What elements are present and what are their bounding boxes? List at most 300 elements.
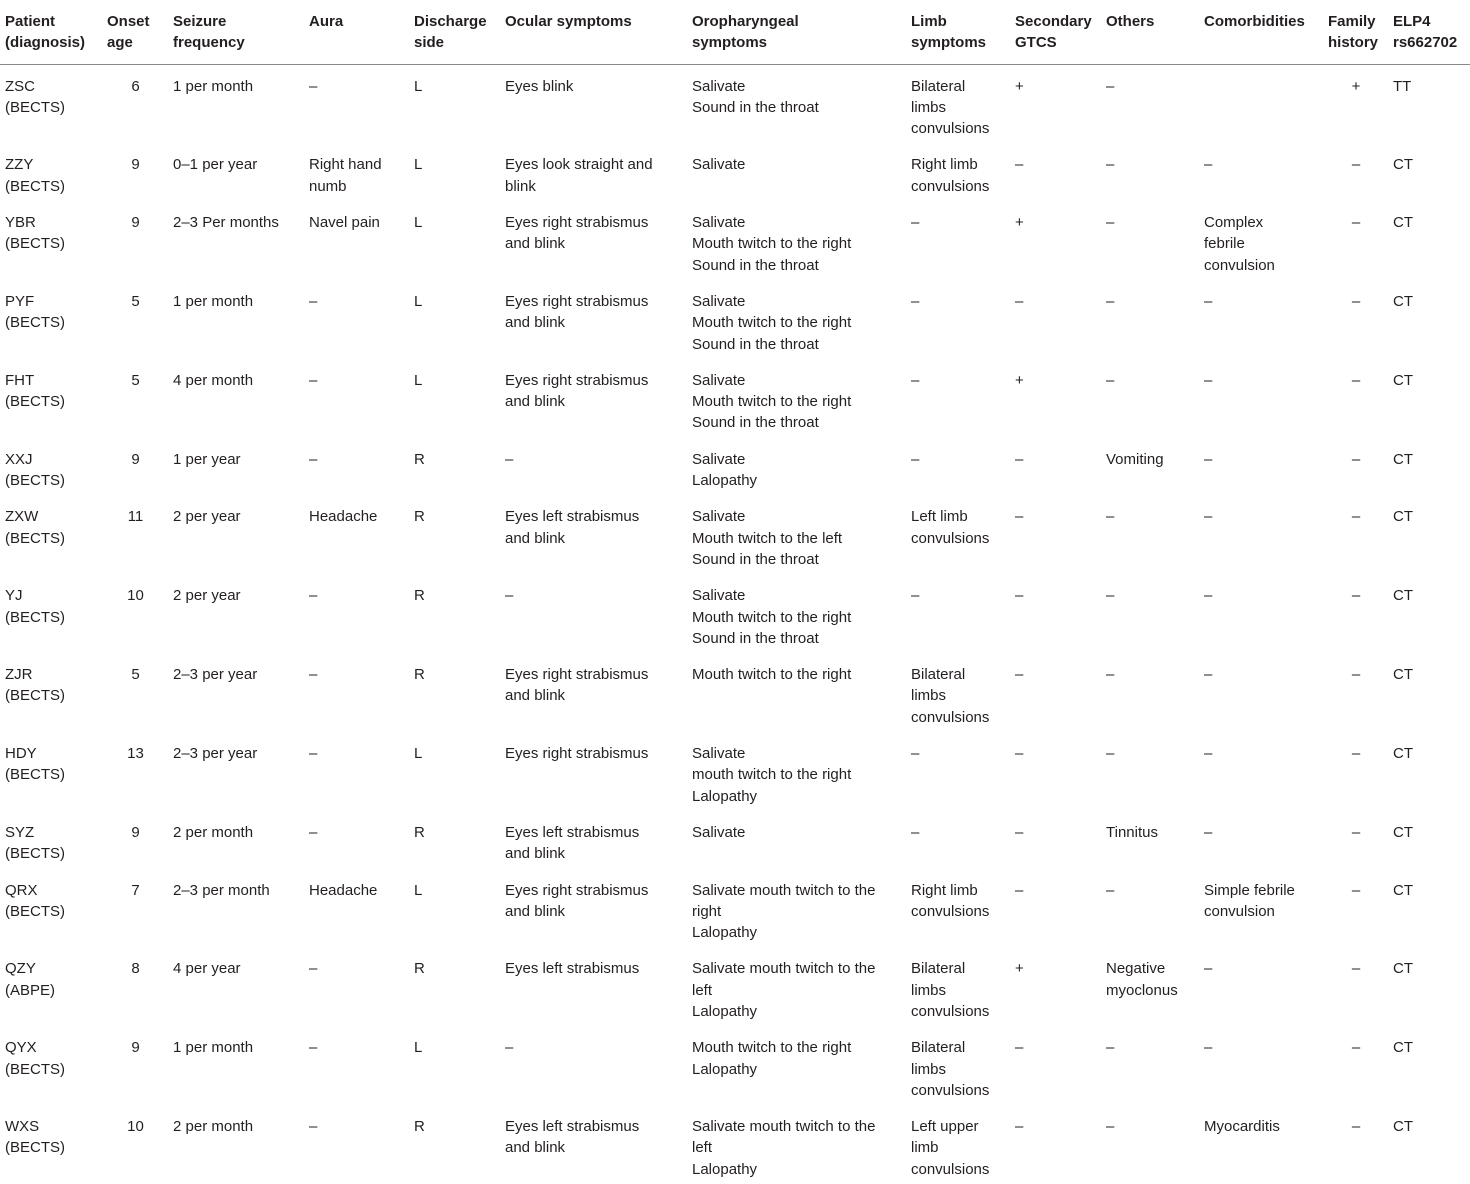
cell-seizure-frequency <box>168 64 304 143</box>
cell-text: Bilateral <box>911 1039 966 1057</box>
cell-text: – <box>1351 823 1361 841</box>
cell-text: Complex <box>1204 214 1264 232</box>
column-header-elp4-genotype <box>1388 0 1470 64</box>
cell-elp4-genotype <box>1388 495 1470 574</box>
header-label: age <box>107 34 133 52</box>
cell-text: 9 <box>131 214 140 232</box>
cell-text: and blink <box>505 687 566 705</box>
cell-secondary-gtcs <box>1010 495 1101 574</box>
cell-patient <box>0 869 102 948</box>
header-label: rs662702 <box>1393 34 1458 52</box>
header-label: Patient <box>5 13 56 30</box>
cell-onset-age <box>102 732 168 811</box>
cell-others <box>1101 811 1199 869</box>
cell-text: – <box>1204 745 1213 763</box>
cell-text: (BECTS) <box>5 845 65 863</box>
cell-text: CT <box>1393 823 1413 841</box>
cell-text: 8 <box>131 960 140 978</box>
cell-limb-symptoms <box>906 947 1010 1026</box>
table-row <box>0 280 1470 359</box>
cell-text: CT <box>1393 1039 1413 1057</box>
table-row <box>0 359 1470 438</box>
cell-text: HDY <box>5 745 37 763</box>
column-header-limb-symptoms <box>906 0 1010 64</box>
cell-limb-symptoms <box>906 732 1010 811</box>
cell-others <box>1101 732 1199 811</box>
cell-text: + <box>1015 77 1024 95</box>
cell-comorbidities <box>1199 280 1323 359</box>
cell-text: Sound in the throat <box>692 414 819 432</box>
cell-text: Myocarditis <box>1204 1118 1280 1136</box>
cell-text: Eyes right strabismus <box>505 371 649 389</box>
cell-text: – <box>309 745 318 763</box>
cell-aura <box>304 811 409 869</box>
cell-seizure-frequency <box>168 811 304 869</box>
cell-discharge-side <box>409 143 500 201</box>
cell-text: QYX <box>5 1039 37 1057</box>
cell-aura <box>304 280 409 359</box>
cell-elp4-genotype <box>1388 1105 1470 1184</box>
header-label: symptoms <box>692 34 768 52</box>
cell-discharge-side <box>409 201 500 280</box>
cell-text: Eyes right strabismus <box>505 214 649 232</box>
cell-text: convulsion <box>1204 902 1275 920</box>
cell-elp4-genotype <box>1388 280 1470 359</box>
cell-text: 13 <box>127 745 144 763</box>
cell-seizure-frequency <box>168 732 304 811</box>
cell-text: (BECTS) <box>5 235 65 253</box>
cell-text: R <box>414 823 425 841</box>
cell-text: (BECTS) <box>5 1060 65 1078</box>
cell-oropharyngeal-symptoms <box>687 201 906 280</box>
cell-text: R <box>414 450 425 468</box>
cell-elp4-genotype <box>1388 143 1470 201</box>
cell-text: CT <box>1393 292 1413 310</box>
cell-aura <box>304 495 409 574</box>
cell-text: Tinnitus <box>1106 823 1158 841</box>
cell-limb-symptoms <box>906 143 1010 201</box>
cell-oropharyngeal-symptoms <box>687 1026 906 1105</box>
cell-seizure-frequency <box>168 438 304 496</box>
cell-text: (BECTS) <box>5 393 65 411</box>
cell-text: Salivate <box>692 508 746 526</box>
cell-ocular-symptoms <box>500 869 687 948</box>
table-body <box>0 64 1470 1184</box>
cell-text: and blink <box>505 393 566 411</box>
cell-others <box>1101 574 1199 653</box>
cell-text: – <box>309 823 318 841</box>
table-header <box>0 0 1470 64</box>
column-header-secondary-gtcs <box>1010 0 1101 64</box>
cell-text: Headache <box>309 881 378 899</box>
cell-oropharyngeal-symptoms <box>687 359 906 438</box>
cell-text: – <box>1351 292 1361 310</box>
cell-text: WXS <box>5 1118 40 1136</box>
cell-text: right <box>692 902 722 920</box>
cell-text: Salivate <box>692 371 746 389</box>
cell-discharge-side <box>409 811 500 869</box>
cell-secondary-gtcs <box>1010 574 1101 653</box>
cell-text: 10 <box>127 1118 144 1136</box>
cell-text: R <box>414 960 425 978</box>
cell-text: Bilateral <box>911 77 966 95</box>
header-label: Seizure <box>173 13 227 30</box>
cell-text: Lalopathy <box>692 1002 758 1020</box>
cell-text: – <box>1204 666 1213 684</box>
cell-secondary-gtcs <box>1010 1026 1101 1105</box>
cell-others <box>1101 201 1199 280</box>
cell-text: QRX <box>5 881 38 899</box>
cell-text: – <box>309 77 318 95</box>
cell-elp4-genotype <box>1388 869 1470 948</box>
cell-patient <box>0 438 102 496</box>
cell-text: limbs <box>911 687 947 705</box>
cell-secondary-gtcs <box>1010 869 1101 948</box>
cell-text: PYF <box>5 292 35 310</box>
column-header-onset-age <box>102 0 168 64</box>
cell-text: Eyes left strabismus <box>505 960 640 978</box>
cell-text: blink <box>505 177 536 195</box>
column-header-ocular-symptoms <box>500 0 687 64</box>
cell-ocular-symptoms <box>500 64 687 143</box>
cell-patient <box>0 143 102 201</box>
cell-text: (BECTS) <box>5 608 65 626</box>
cell-comorbidities <box>1199 143 1323 201</box>
cell-text: myoclonus <box>1106 981 1178 999</box>
cell-text: L <box>414 156 423 174</box>
cell-limb-symptoms <box>906 201 1010 280</box>
cell-text: – <box>911 450 920 468</box>
cell-ocular-symptoms <box>500 1026 687 1105</box>
cell-text: Bilateral <box>911 960 966 978</box>
cell-discharge-side <box>409 438 500 496</box>
cell-text: – <box>1106 1118 1115 1136</box>
column-header-oropharyngeal-symptoms <box>687 0 906 64</box>
header-label: Comorbidities <box>1204 13 1305 30</box>
cell-text: ZZY <box>5 156 34 174</box>
cell-text: – <box>1351 960 1361 978</box>
table-row <box>0 574 1470 653</box>
cell-aura <box>304 1026 409 1105</box>
cell-limb-symptoms <box>906 359 1010 438</box>
cell-text: Left upper <box>911 1118 979 1136</box>
cell-comorbidities <box>1199 653 1323 732</box>
cell-text: – <box>1015 823 1024 841</box>
cell-family-history <box>1323 811 1388 869</box>
cell-limb-symptoms <box>906 64 1010 143</box>
cell-text: convulsions <box>911 177 990 195</box>
table-row <box>0 143 1470 201</box>
cell-text: – <box>1204 371 1213 389</box>
cell-comorbidities <box>1199 201 1323 280</box>
cell-text: – <box>1204 292 1213 310</box>
header-label: Ocular symptoms <box>505 13 632 30</box>
cell-text: 7 <box>131 881 140 899</box>
cell-text: Salivate <box>692 214 746 232</box>
cell-family-history <box>1323 280 1388 359</box>
cell-text: – <box>1015 745 1024 763</box>
cell-text: L <box>414 1039 423 1057</box>
cell-text: – <box>1351 371 1361 389</box>
cell-text: – <box>1106 587 1115 605</box>
cell-text: – <box>911 587 920 605</box>
cell-discharge-side <box>409 1026 500 1105</box>
cell-text: convulsions <box>911 1081 990 1099</box>
cell-text: – <box>1351 1118 1361 1136</box>
cell-text: XXJ <box>5 450 33 468</box>
cell-text: YBR <box>5 214 36 232</box>
cell-text: Lalopathy <box>692 1160 758 1178</box>
cell-text: limbs <box>911 1060 947 1078</box>
cell-text: – <box>1106 508 1115 526</box>
cell-secondary-gtcs <box>1010 201 1101 280</box>
cell-text: Salivate <box>692 450 746 468</box>
cell-seizure-frequency <box>168 359 304 438</box>
cell-patient <box>0 280 102 359</box>
cell-text: – <box>1015 587 1024 605</box>
header-label: Oropharyngeal <box>692 13 799 30</box>
cell-text: – <box>1351 745 1361 763</box>
cell-text: Eyes look straight and <box>505 156 653 174</box>
cell-aura <box>304 1105 409 1184</box>
cell-discharge-side <box>409 359 500 438</box>
cell-aura <box>304 947 409 1026</box>
cell-text: SYZ <box>5 823 35 841</box>
cell-others <box>1101 495 1199 574</box>
cell-text: Salivate <box>692 745 746 763</box>
header-row <box>0 0 1470 64</box>
cell-text: – <box>1204 823 1213 841</box>
cell-text: Eyes blink <box>505 77 574 95</box>
cell-elp4-genotype <box>1388 811 1470 869</box>
cell-text: and blink <box>505 845 566 863</box>
cell-oropharyngeal-symptoms <box>687 495 906 574</box>
cell-text: 1 per month <box>173 1039 254 1057</box>
cell-family-history <box>1323 653 1388 732</box>
cell-text: – <box>911 214 920 232</box>
cell-comorbidities <box>1199 869 1323 948</box>
header-label: Aura <box>309 13 344 30</box>
cell-text: convulsions <box>911 120 990 138</box>
cell-text: 2–3 per month <box>173 881 270 899</box>
cell-others <box>1101 143 1199 201</box>
cell-onset-age <box>102 143 168 201</box>
cell-aura <box>304 143 409 201</box>
cell-limb-symptoms <box>906 1105 1010 1184</box>
cell-text: + <box>1351 77 1361 95</box>
cell-text: – <box>911 371 920 389</box>
cell-text: left <box>692 981 713 999</box>
cell-text: (BECTS) <box>5 687 65 705</box>
cell-text: limb <box>911 1139 939 1157</box>
table-row <box>0 732 1470 811</box>
cell-text: – <box>1015 1039 1024 1057</box>
column-header-aura <box>304 0 409 64</box>
cell-elp4-genotype <box>1388 574 1470 653</box>
header-label: Onset <box>107 13 150 30</box>
cell-limb-symptoms <box>906 280 1010 359</box>
cell-text: (BECTS) <box>5 902 65 920</box>
cell-text: QZY <box>5 960 36 978</box>
cell-text: Eyes left strabismus <box>505 1118 640 1136</box>
cell-elp4-genotype <box>1388 201 1470 280</box>
cell-ocular-symptoms <box>500 143 687 201</box>
cell-text: Salivate <box>692 587 746 605</box>
cell-family-history <box>1323 947 1388 1026</box>
cell-text: Lalopathy <box>692 787 758 805</box>
cell-elp4-genotype <box>1388 359 1470 438</box>
cell-discharge-side <box>409 64 500 143</box>
cell-text: Eyes left strabismus <box>505 508 640 526</box>
cell-secondary-gtcs <box>1010 64 1101 143</box>
cell-family-history <box>1323 1105 1388 1184</box>
cell-text: Simple febrile <box>1204 881 1295 899</box>
cell-family-history <box>1323 732 1388 811</box>
table-row <box>0 947 1470 1026</box>
table-row <box>0 64 1470 143</box>
cell-oropharyngeal-symptoms <box>687 811 906 869</box>
cell-comorbidities <box>1199 947 1323 1026</box>
cell-text: 4 per month <box>173 371 254 389</box>
cell-text: (BECTS) <box>5 529 65 547</box>
cell-text: – <box>309 371 318 389</box>
cell-secondary-gtcs <box>1010 1105 1101 1184</box>
cell-aura <box>304 732 409 811</box>
cell-text: – <box>309 666 318 684</box>
cell-text: – <box>309 1118 318 1136</box>
cell-secondary-gtcs <box>1010 280 1101 359</box>
cell-oropharyngeal-symptoms <box>687 574 906 653</box>
cell-ocular-symptoms <box>500 653 687 732</box>
cell-text: – <box>1204 508 1213 526</box>
cell-elp4-genotype <box>1388 732 1470 811</box>
cell-text: and blink <box>505 1139 566 1157</box>
header-label: Discharge <box>414 13 487 30</box>
cell-family-history <box>1323 143 1388 201</box>
cell-text: – <box>309 587 318 605</box>
cell-text: Mouth twitch to the right <box>692 393 852 411</box>
cell-text: – <box>1204 1039 1213 1057</box>
cell-discharge-side <box>409 869 500 948</box>
cell-text: numb <box>309 177 347 195</box>
cell-text: YJ <box>5 587 23 605</box>
cell-patient <box>0 359 102 438</box>
cell-text: (BECTS) <box>5 766 65 784</box>
cell-text: Lalopathy <box>692 1060 758 1078</box>
cell-onset-age <box>102 947 168 1026</box>
cell-others <box>1101 280 1199 359</box>
cell-onset-age <box>102 869 168 948</box>
cell-text: 9 <box>131 823 140 841</box>
cell-others <box>1101 1026 1199 1105</box>
cell-comorbidities <box>1199 811 1323 869</box>
cell-text: L <box>414 371 423 389</box>
cell-family-history <box>1323 64 1388 143</box>
cell-text: – <box>1204 587 1213 605</box>
cell-text: Lalopathy <box>692 472 758 490</box>
cell-text: CT <box>1393 450 1413 468</box>
cell-text: – <box>911 823 920 841</box>
cell-text: Right limb <box>911 881 978 899</box>
cell-text: – <box>1204 156 1213 174</box>
cell-text: Salivate mouth twitch to the <box>692 960 876 978</box>
cell-text: CT <box>1393 156 1413 174</box>
table-row <box>0 1105 1470 1184</box>
cell-others <box>1101 869 1199 948</box>
cell-ocular-symptoms <box>500 1105 687 1184</box>
cell-patient <box>0 653 102 732</box>
cell-text: 1 per month <box>173 77 254 95</box>
cell-text: and blink <box>505 902 566 920</box>
cell-text: – <box>1015 1118 1024 1136</box>
cell-text: – <box>309 292 318 310</box>
cell-patient <box>0 64 102 143</box>
cell-text: CT <box>1393 960 1413 978</box>
cell-text: – <box>505 587 514 605</box>
cell-text: Sound in the throat <box>692 550 819 568</box>
cell-text: convulsions <box>911 1160 990 1178</box>
cell-text: Right limb <box>911 156 978 174</box>
cell-onset-age <box>102 280 168 359</box>
cell-patient <box>0 574 102 653</box>
cell-onset-age <box>102 1105 168 1184</box>
cell-limb-symptoms <box>906 574 1010 653</box>
cell-oropharyngeal-symptoms <box>687 947 906 1026</box>
cell-text: L <box>414 745 423 763</box>
cell-text: convulsions <box>911 1002 990 1020</box>
cell-text: 10 <box>127 587 144 605</box>
cell-others <box>1101 64 1199 143</box>
cell-secondary-gtcs <box>1010 811 1101 869</box>
cell-text: 5 <box>131 292 140 310</box>
cell-text: Mouth twitch to the right <box>692 608 852 626</box>
cell-text: Eyes right strabismus <box>505 292 649 310</box>
cell-text: – <box>309 1039 318 1057</box>
cell-text: – <box>1015 881 1024 899</box>
cell-onset-age <box>102 359 168 438</box>
cell-patient <box>0 811 102 869</box>
cell-elp4-genotype <box>1388 64 1470 143</box>
cell-text: – <box>1106 371 1115 389</box>
cell-comorbidities <box>1199 438 1323 496</box>
cell-text: Salivate mouth twitch to the <box>692 881 876 899</box>
header-label: GTCS <box>1015 34 1057 52</box>
cell-text: 5 <box>131 371 140 389</box>
cell-aura <box>304 574 409 653</box>
cell-text: Sound in the throat <box>692 98 819 116</box>
cell-text: – <box>1351 881 1361 899</box>
cell-aura <box>304 438 409 496</box>
cell-text: ZSC <box>5 77 35 95</box>
table-row <box>0 811 1470 869</box>
table-row <box>0 495 1470 574</box>
cell-patient <box>0 201 102 280</box>
cell-text: Headache <box>309 508 378 526</box>
cell-text: 5 <box>131 666 140 684</box>
cell-family-history <box>1323 495 1388 574</box>
cell-text: 4 per year <box>173 960 241 978</box>
cell-ocular-symptoms <box>500 438 687 496</box>
cell-text: R <box>414 666 425 684</box>
cell-text: Salivate mouth twitch to the <box>692 1118 876 1136</box>
cell-text: – <box>1204 960 1213 978</box>
cell-text: Sound in the throat <box>692 629 819 647</box>
cell-onset-age <box>102 64 168 143</box>
header-label: Others <box>1106 13 1155 30</box>
cell-aura <box>304 359 409 438</box>
cell-text: left <box>692 1139 713 1157</box>
cell-text: CT <box>1393 745 1413 763</box>
